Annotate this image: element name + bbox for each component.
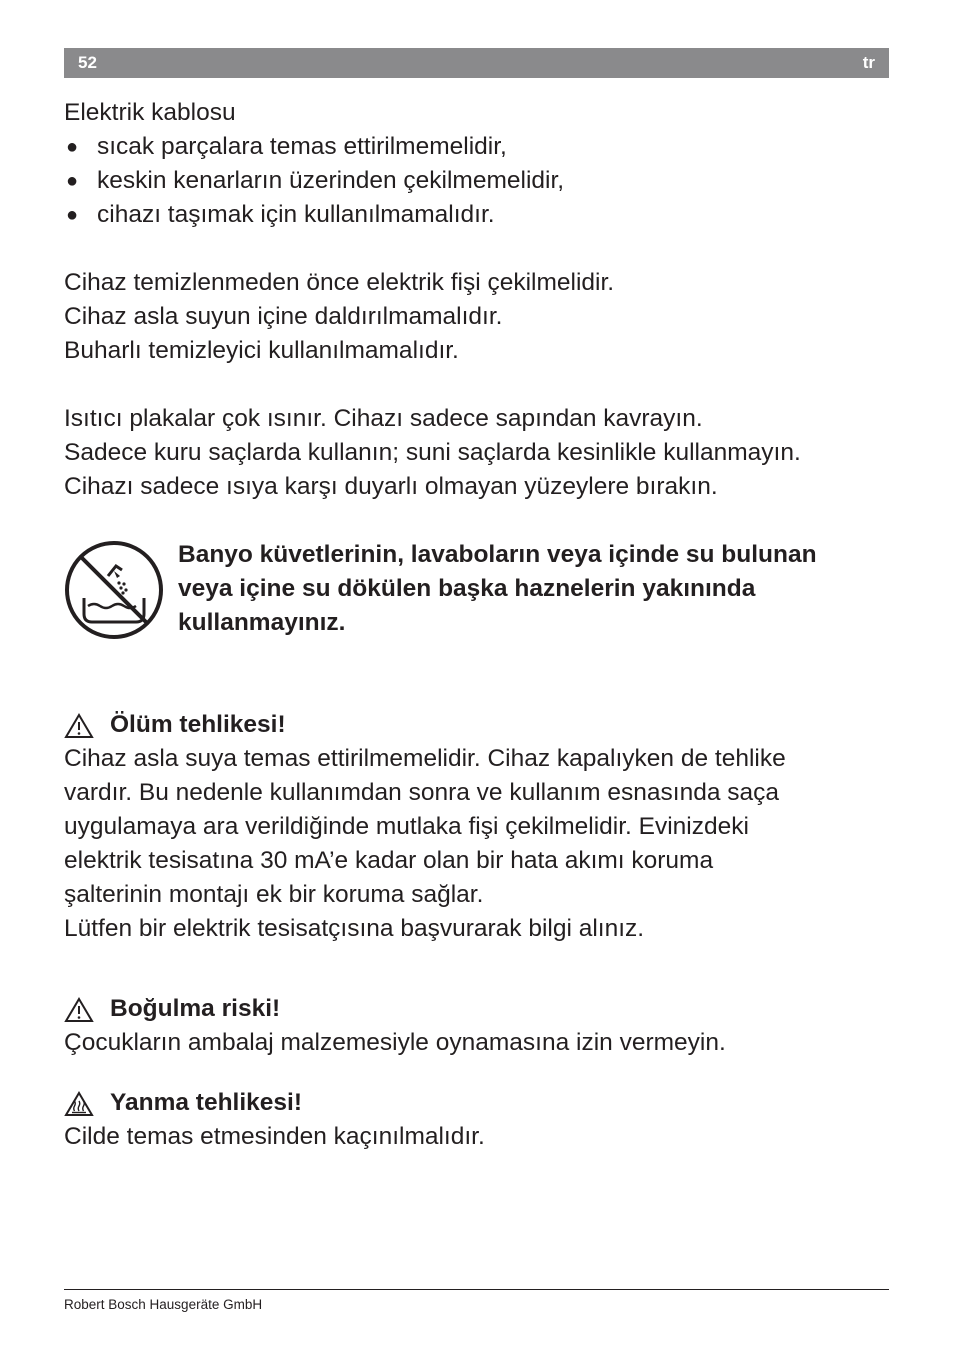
list-item: ● cihazı taşımak için kullanılmamalıdır. xyxy=(64,198,894,232)
heading-text: Boğulma riski! xyxy=(110,995,281,1022)
language-code: tr xyxy=(862,53,875,72)
cord-list xyxy=(64,130,894,232)
heading-text: Ölüm tehlikesi! xyxy=(110,711,286,738)
text-line: kullanmayınız. xyxy=(178,609,346,636)
text-line: elektrik tesisatına 30 mA’e kadar olan bir hata akımı koruma xyxy=(64,847,714,874)
cord-section xyxy=(64,96,894,232)
text-line: Cihaz asla suyun içine daldırılmamalıdır. xyxy=(64,303,503,330)
text-line: Cihazı sadece ısıya karşı duyarlı olmayan yüzeylere bırakın. xyxy=(64,473,718,500)
text-line: Cilde temas etmesinden kaçınılmalıdır. xyxy=(64,1123,485,1150)
suffocation-section xyxy=(64,992,894,1060)
text-line: Lütfen bir elektrik tesisatçısına başvurarak bilgi alınız. xyxy=(64,915,645,942)
footer-divider xyxy=(64,1289,889,1290)
section-heading xyxy=(64,708,894,742)
text-line: vardır. Bu nedenle kullanımdan sonra ve kullanım esnasında saça xyxy=(64,779,780,806)
list-item: ● sıcak parçalara temas ettirilmemelidir, xyxy=(64,130,894,164)
water-warning-block xyxy=(64,538,894,648)
bullet-icon: ● xyxy=(66,136,79,158)
text-line: Buharlı temizleyici kullanılmamalıdır. xyxy=(64,337,459,364)
text-line: Cihaz asla suya temas ettirilmemelidir. Cihaz kapalıyken de tehlike xyxy=(64,745,786,772)
hot-surface-warning-icon xyxy=(64,1091,94,1117)
cleaning-section xyxy=(64,266,894,368)
page-number: 52 xyxy=(78,53,97,72)
section-heading xyxy=(64,1086,894,1120)
text-line: Çocukların ambalaj malzemesiyle oynamasına izin vermeyin. xyxy=(64,1029,726,1056)
warning-triangle-icon xyxy=(64,713,94,739)
text-line: uygulamaya ara verildiğinde mutlaka fişi çekilmelidir. Evinizdeki xyxy=(64,813,749,840)
text-line: veya içine su dökülen başka haznelerin yakınında xyxy=(178,575,756,602)
text-line: Sadece kuru saçlarda kullanın; suni saçlarda kesinlikle kullanmayın. xyxy=(64,439,801,466)
text-line: şalterinin montajı ek bir koruma sağlar. xyxy=(64,881,484,908)
text-line: Cihaz temizlenmeden önce elektrik fişi çekilmelidir. xyxy=(64,269,615,296)
section-heading xyxy=(64,992,894,1026)
warning-triangle-icon xyxy=(64,997,94,1023)
text-line: Banyo küvetlerinin, lavaboların veya içinde su bulunan xyxy=(178,541,817,568)
cord-intro: Elektrik kablosu xyxy=(64,99,236,126)
burn-section xyxy=(64,1086,894,1154)
page-header-bar xyxy=(64,48,889,78)
footer-company: Robert Bosch Hausgeräte GmbH xyxy=(64,1297,263,1312)
death-danger-section xyxy=(64,708,894,946)
bullet-icon: ● xyxy=(66,204,79,226)
heading-text: Yanma tehlikesi! xyxy=(110,1089,303,1116)
usage-section xyxy=(64,402,894,504)
no-bathtub-icon xyxy=(64,540,164,640)
bullet-icon: ● xyxy=(66,170,79,192)
list-item: ● keskin kenarların üzerinden çekilmemelidir, xyxy=(64,164,894,198)
text-line: Isıtıcı plakalar çok ısınır. Cihazı sadece sapından kavrayın. xyxy=(64,405,703,432)
water-warning-text xyxy=(178,538,817,640)
